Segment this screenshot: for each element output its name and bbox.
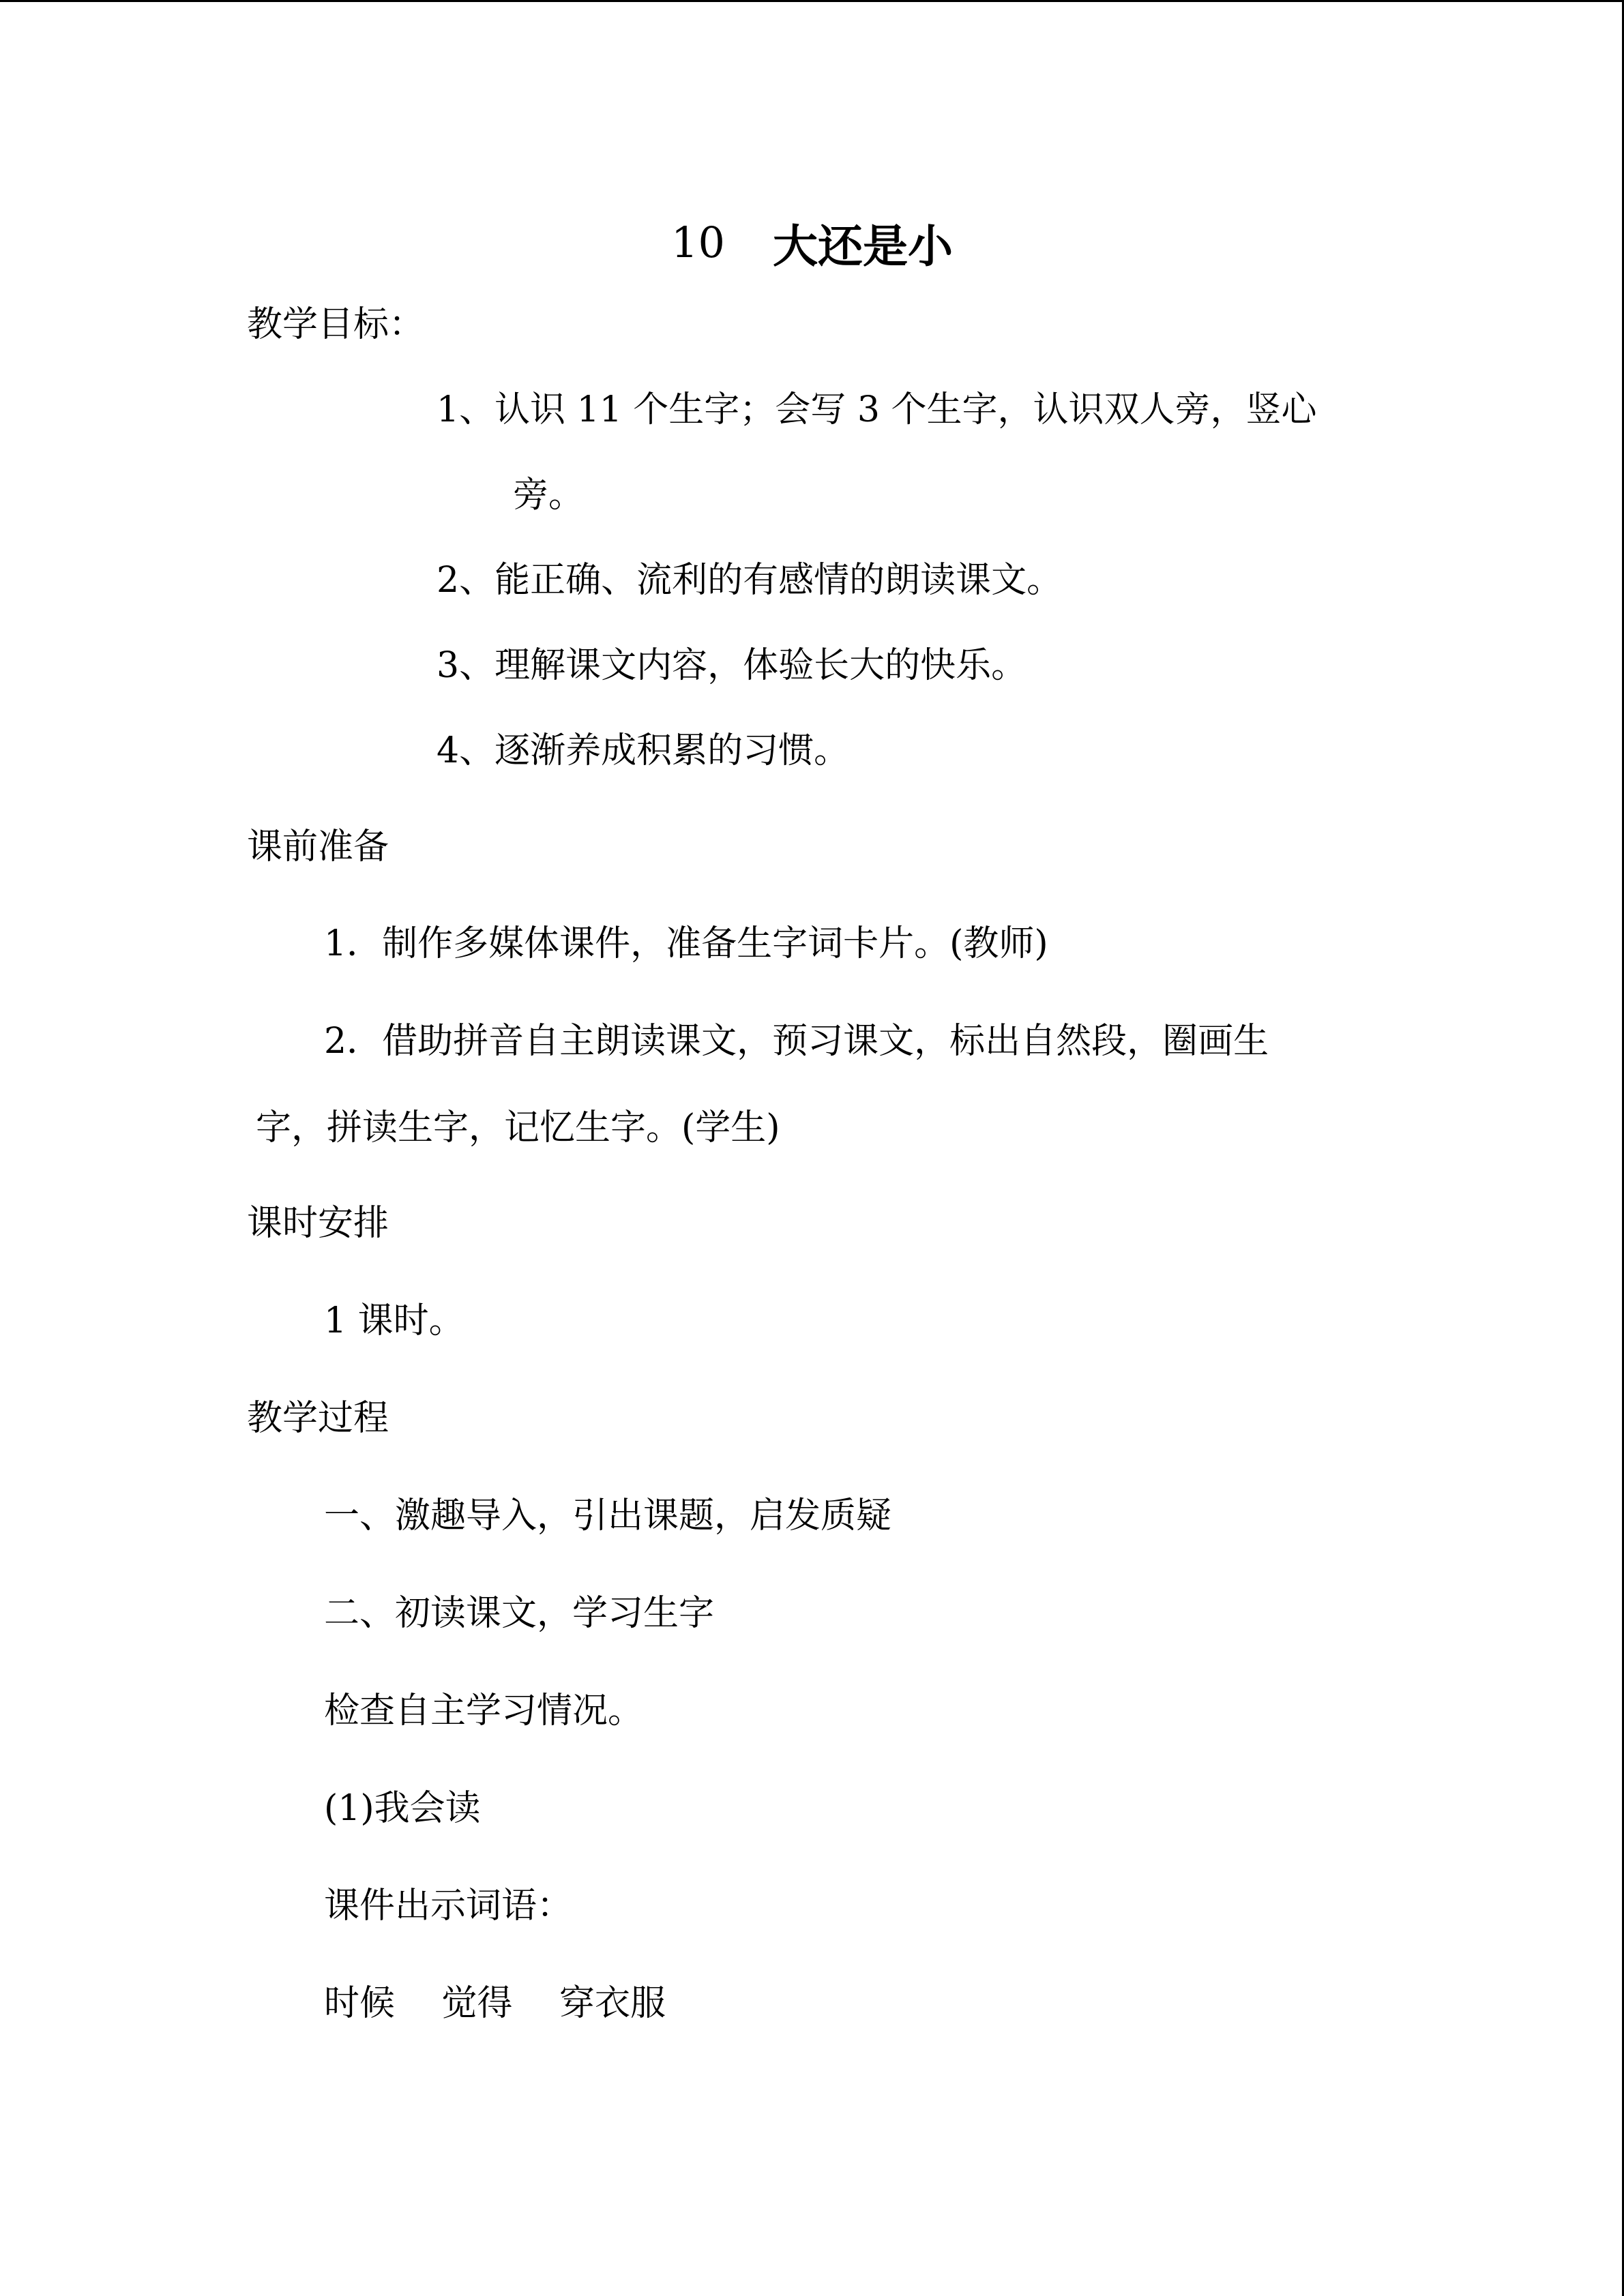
process-words: 时候 觉得 穿衣服 [324, 1983, 666, 2024]
process-check: 检查自主学习情况。 [324, 1690, 644, 1731]
objective-item-1-continued: 旁。 [513, 475, 585, 516]
preparation-item-1: 1．制作多媒体课件，准备生字词卡片。(教师) [324, 923, 1048, 964]
objective-item-1: 1、认识 11 个生字；会写 3 个生字，认识双人旁，竖心 [437, 389, 1317, 430]
lesson-number: 10 [671, 217, 725, 267]
preparation-heading: 课前准备 [247, 826, 389, 867]
schedule-heading: 课时安排 [247, 1203, 389, 1244]
objective-item-3: 3、理解课文内容，体验长大的快乐。 [437, 645, 1027, 686]
process-courseware: 课件出示词语： [324, 1885, 573, 1926]
process-reading: (1)我会读 [324, 1788, 481, 1829]
lesson-title-text: 大还是小 [772, 219, 953, 273]
process-heading: 教学过程 [247, 1398, 389, 1439]
page-border-top [0, 0, 1624, 2]
objectives-heading: 教学目标： [247, 304, 425, 345]
schedule-text: 1 课时。 [324, 1300, 464, 1341]
preparation-item-2-continued: 字，拼读生字，记忆生字。(学生) [256, 1107, 780, 1148]
preparation-item-2: 2．借助拼音自主朗读课文，预习课文，标出自然段，圈画生 [324, 1021, 1269, 1062]
process-step-2: 二、初读课文，学习生字 [324, 1593, 715, 1634]
lesson-title [0, 208, 1624, 276]
objective-item-2: 2、能正确、流利的有感情的朗读课文。 [437, 560, 1063, 601]
objective-item-4: 4、逐渐养成积累的习惯。 [437, 730, 850, 771]
process-step-1: 一、激趣导入，引出课题，启发质疑 [324, 1495, 892, 1536]
